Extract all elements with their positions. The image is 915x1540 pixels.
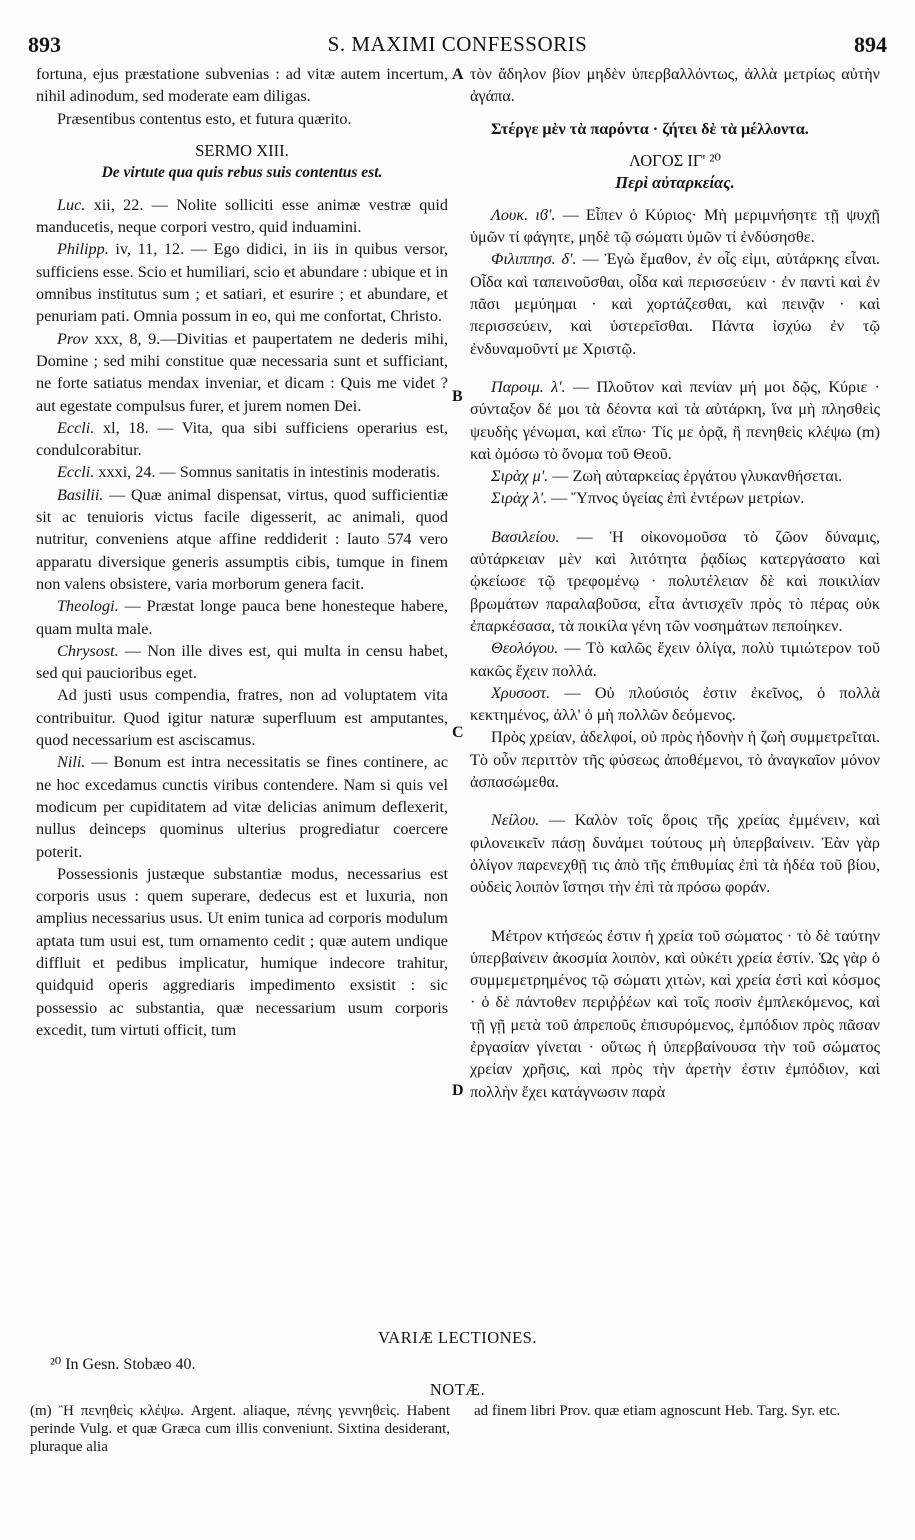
notae-left: (m) Ἢ πενηθεὶς κλέψω. Argent. aliaque, πένης γεννηθεὶς. Habent perinde Vulg. et quæ Græca cum illis conveniunt. Sixtina desiderant, pluraque alia — [30, 1403, 450, 1455]
running-title: S. MAXIMI CONFESSORIS — [327, 32, 588, 56]
greek-prov-text: — Πλοῦτον καὶ πενίαν μή μοι δῷς, Κύριε · σύνταξον δέ μοι τὰ δέοντα καὶ τὰ αὐτάρκη, ἵνα μὴ πλησθεὶς ψευδὴς γένωμαι, καὶ εἴπω· Τίς με ὁρᾷ, ἢ πενηθεὶς κλέψω (m) καὶ ὀμόσω τὸ ὄνομα τοῦ Θεοῦ. — [470, 377, 881, 463]
greek-nili-ref: Νείλου. — [491, 811, 540, 830]
margin-letter-b: B — [452, 388, 463, 405]
greek-basil — [470, 526, 880, 637]
greek-phil — [470, 248, 880, 359]
page-header — [28, 32, 887, 60]
variae-lectiones-title: VARIÆ LECTIONES. — [378, 1328, 537, 1347]
variae-lectiones-note: ²⁰ In Gesn. Stobæo 40. — [50, 1356, 196, 1373]
greek-luc — [470, 204, 880, 249]
latin-maxim: Præsentibus contentus esto, et futura quærito. — [57, 109, 352, 128]
latin-nili-text: — Bonum est intra necessitatis se fines continere, ac ne hoc excedamus cunctis viribus contendere. Nam si quis vel modicum per cupiditatem ad vitæ delicias animum deflexerit, nullus deinceps quominus ulterius progrediatur coercere poterit. — [36, 753, 448, 861]
latin-chrys-2: Ad justi usus compendia, fratres, non ad voluptatem vita contribuitur. Quod igitur naturæ superfluum est amputantes, quod necessarium est asciscamus. — [36, 686, 448, 750]
margin-letter-d: D — [452, 1082, 464, 1099]
greek-theol-text: — Τὸ καλῶς ἔχειν ὀλίγα, πολὺ τιμιώτερον τοῦ κακῶς ἔχειν πολλά. — [470, 639, 881, 680]
greek-theol-ref: Θεολόγου. — [491, 639, 559, 658]
sermo-heading: SERMO XIII. — [195, 140, 289, 160]
latin-chrys — [36, 640, 448, 685]
latin-prov-ref: Prov — [57, 329, 88, 348]
page-number-right: 894 — [854, 32, 887, 57]
latin-phil-text: iv, 11, 12. — Ego didici, in iis in quibus versor, sufficiens esse. Scio et humiliari, scio et abundare : ubique et in omnibus institutus sum ; et satiari, et esurire ; et abundare, et penuriam pati. Omnia possum in eo, qui me confortat, Christo. — [36, 240, 448, 326]
greek-intro: τὸν ἄδηλον βίον μηδὲν ὑπερβαλλόντως, ἀλλὰ μετρίως αὐτὴν ἀγάπα. — [470, 65, 880, 106]
latin-column — [36, 63, 448, 1041]
latin-eccli-2-ref: Eccli. — [57, 463, 95, 482]
greek-chrys-ref: Χρυσοστ. — [491, 683, 551, 702]
notae-body — [30, 1402, 885, 1456]
greek-prov — [470, 376, 880, 465]
greek-nili — [470, 809, 880, 898]
latin-chrys-ref: Chrysost. — [57, 641, 119, 660]
latin-theol-ref: Theologi. — [57, 597, 119, 616]
latin-final: Possessionis justæque substantiæ modus, necessarius est corporis usus : quem superare, dedecus est et luxuria, non amplius necessarius usus. Ut enim tunica ad corporis modulum aptata tum usui est, tum ornamento cedit ; quæ autem undique diffluit et pedibus implicatur, humique indecore trahitur, quidquid operis aggrediaris impedimento exsistit : sic possessio ac substantia, quæ necessarium usum corporis excedit, tum virtuti officit, tum — [36, 864, 448, 1039]
latin-intro: fortuna, ejus præstatione subvenias : ad vitæ autem incertum, nihil adinodum, sed moderate eam diligas. — [36, 65, 448, 106]
latin-basil — [36, 484, 448, 595]
latin-eccli-2 — [36, 461, 448, 483]
greek-sirach-1 — [470, 465, 880, 487]
greek-chrys-text: — Οὐ πλούσιός ἐστιν ἐκεῖνος, ὁ πολλὰ κεκτημένος, ἀλλ' ὁ μὴ πολλῶν δεόμενος. — [470, 683, 881, 725]
greek-basil-ref: Βασιλείου. — [491, 527, 560, 546]
greek-luc-ref: Λουκ. ιϐ'. — [491, 205, 556, 224]
margin-letter-c: C — [452, 724, 464, 741]
greek-sirach-2-text: — Ὕπνος ὑγείας ἐπὶ ἐντέρων μετρίων. — [551, 489, 805, 508]
latin-phil — [36, 238, 448, 327]
greek-sirach-1-ref: Σιρὰχ μ'. — [491, 467, 549, 486]
greek-nili-text: — Καλὸν τοῖς ὅροις τῆς χρείας ἐμμένειν, καὶ φιλονεικεῖν πάσῃ δυνάμει τούτους μὴ ὑπερβαίνειν. Ἐὰν γὰρ ὀλίγον παρενεχθῇ τις ἀπὸ τῆς ἐπιθυμίας ἐπὶ τὰ ἡδέα τοῦ βίου, οὐδεὶς λοιπὸν ἵστησι τὴν ἐπὶ τὰ πρόσω φοράν. — [470, 811, 880, 897]
greek-luc-text: — Εἶπεν ὁ Κύριος· Μὴ μεριμνήσητε τῇ ψυχῇ ὑμῶν τί φάγητε, μηδὲ τῷ σώματι ὑμῶν τί ἐνδύσησθε. — [470, 205, 881, 247]
greek-sirach-2-ref: Σιρὰχ λ'. — [491, 489, 548, 508]
greek-phil-ref: Φιλιππησ. δ'. — [491, 250, 577, 269]
latin-phil-ref: Philipp. — [57, 240, 109, 259]
latin-prov — [36, 328, 448, 417]
greek-column — [470, 63, 880, 1103]
latin-chrys-text: — Non ille dives est, qui multa in censu habet, sed qui paucioribus eget. — [36, 641, 448, 683]
latin-basil-ref: Basilii. — [57, 485, 104, 504]
apparatus — [30, 1328, 885, 1456]
latin-luc — [36, 194, 448, 239]
greek-chrys-2: Πρὸς χρείαν, ἀδελφοί, οὐ πρὸς ἡδονὴν ἡ ζωὴ συμμετρεῖται. Τὸ οὖν περιττὸν τῆς φύσεως ἀποθέμενοι, τὸ ἀναγκαῖον μόνον ἀσπασώμεθα. — [470, 728, 880, 792]
greek-basil-text: — Ἡ οἰκονομοῦσα τὸ ζῶον δύναμις, αὐτάρκειαν μὲν καὶ λιτότητα ῥᾳδίως κατεργάσατο καὶ ᾠκείωσε τῷ τρεφομένῳ · πολυτέλειαν δὲ καὶ ποικιλίαν βρωμάτων παραλαβοῦσα, εἶτα ἀντισχεῖν πρὸς τὸ πέρας οὐκ ἐπαρκέσασα, τὰ ποικίλα γένη τῶν νοσημάτων πεποίηκεν. — [470, 527, 880, 635]
latin-prov-text: xxx, 8, 9.—Divitias et paupertatem ne dederis mihi, Domine ; sed mihi constitue quæ necessaria sunt et sufficiant, ne forte satiatus mendax inveniar, et dicam : Quis me videt ? aut egestate compulsus furer, et jurem nomen Dei. — [36, 329, 448, 415]
page-number-left: 893 — [28, 32, 61, 57]
latin-theol-text: — Præstat longe pauca bene honesteque habere, quam multa male. — [36, 597, 448, 638]
latin-eccli-2-text: xxxi, 24. — Somnus sanitatis in intestinis moderatis. — [94, 463, 441, 482]
latin-eccli-1-ref: Eccli. — [57, 418, 95, 437]
logos-heading: ΛΟΓΟΣ ΙΓ' ²⁰ — [628, 150, 722, 170]
latin-nili-ref: Nili. — [57, 753, 86, 772]
greek-sirach-2 — [470, 487, 880, 509]
greek-prov-ref: Παροιμ. λ'. — [491, 377, 566, 396]
greek-theol — [470, 637, 880, 682]
greek-final: Μέτρον κτήσεώς ἐστιν ἡ χρεία τοῦ σώματος · τὸ δὲ ταύτην ὑπερβαίνειν ἀκοσμία λοιπὸν, καὶ οὐκέτι χρεία ἐστίν. Ὡς γὰρ ὁ συμμεμετρημένος τῷ σώματι χιτὼν, καὶ χρεία ἐστὶ καὶ κόσμος · ὁ δὲ πάντοθεν περιῤῥέων καὶ τοῖς ποσὶν ἐμπλεκόμενος, καὶ τῇ γῇ μετὰ τοῦ ἀπρεποῦς ἐπισυρόμενος, ἐμπόδιον πρὸς πᾶσαν ἐργασίαν γίνεται · οὕτως ἡ ὑπερβαίνουσα τὴν τοῦ σώματος χρείαν χρῆσις, καὶ πρὸς τὴν ἀρετὴν ἐστιν ἐμπόδιον, καὶ πολλὴν ἔχει κατάγνωσιν παρὰ — [470, 926, 880, 1101]
latin-nili — [36, 751, 448, 862]
latin-basil-text: — Quæ animal dispensat, virtus, quod sufficientiæ sit ac tenuioris victus facile digesserit, ac animali, quod nutritur, conveniens atque affine reddiderit : lauto 574 vero apparatu diversique generis assumptis cibis, tumque in finem non valens obsistere, varia morborum genera facit. — [36, 485, 448, 593]
notae-title: NOTÆ. — [429, 1380, 486, 1399]
greek-chrys — [470, 682, 880, 727]
greek-maxim: Στέργε μὲν τὰ παρόντα · ζήτει δὲ τὰ μέλλοντα. — [491, 119, 809, 138]
greek-sirach-1-text: — Ζωὴ αὐταρκείας ἐργάτου γλυκανθήσεται. — [552, 467, 843, 486]
latin-theol — [36, 595, 448, 640]
latin-subtitle: De virtute qua quis rebus suis contentus est. — [101, 163, 383, 181]
notae-right: ad finem libri Prov. quæ etiam agnoscunt Heb. Targ. Syr. etc. — [474, 1403, 841, 1419]
margin-letter-a: A — [452, 66, 464, 83]
latin-eccli-1-text: xl, 18. — Vita, qua sibi sufficiens operarius est, condulcorabitur. — [36, 418, 448, 460]
latin-luc-text: xii, 22. — Nolite solliciti esse animæ vestræ quid manducetis, neque corpori vestro, quid induamini. — [36, 195, 448, 237]
latin-eccli-1 — [36, 417, 448, 462]
greek-subtitle: Περὶ αὐταρκείας. — [615, 172, 735, 192]
greek-phil-text: — Ἐγὼ ἔμαθον, ἐν οἷς εἰμι, αὐτάρκης εἶναι. Οἶδα καὶ ταπεινοῦσθαι, οἶδα καὶ περισσεύειν · ἐν παντὶ καὶ ἐν πᾶσι μεμύημαι · καὶ χορτάζεσθαι, καὶ πεινᾷν · καὶ περισσεύειν, καὶ ὑστερεῖσθαι. Πάντα ἰσχύω ἐν τῷ ἐνδυναμοῦντί με Χριστῷ. — [470, 250, 880, 358]
latin-luc-ref: Luc. — [57, 195, 86, 214]
